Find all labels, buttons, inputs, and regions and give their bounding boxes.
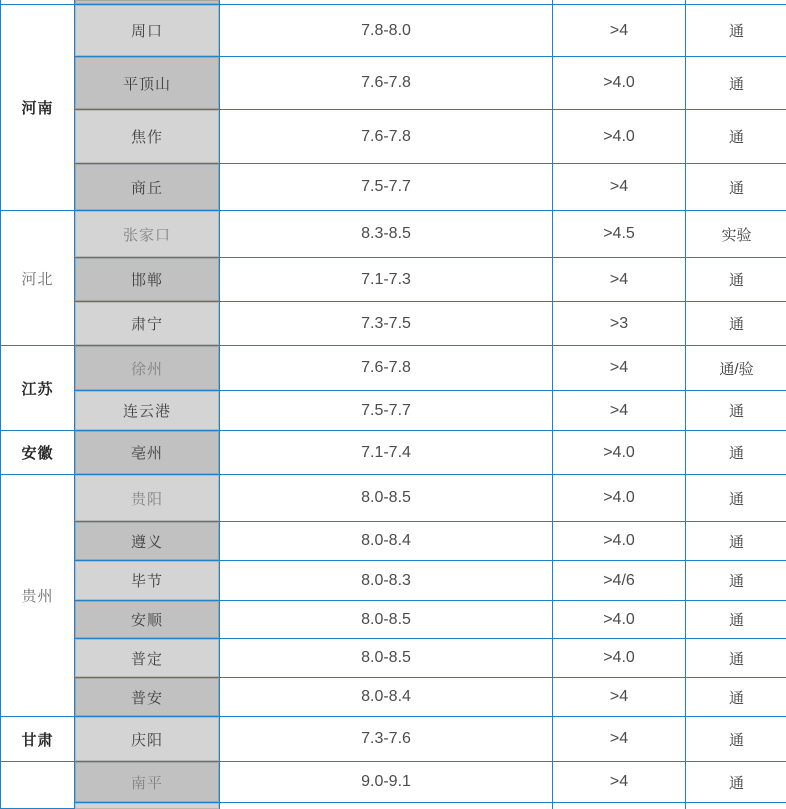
value-cell: >4.0 [553,110,686,164]
province-cell: 江苏 [1,346,75,431]
table-row [1,522,786,561]
table-row [1,5,786,57]
city-cell: 遵义 [75,522,220,561]
table-row [1,678,786,717]
table-row [1,258,786,302]
value-cell: >4/6 [553,561,686,601]
price-cell: 8.0-8.5 [220,601,553,639]
status-cell: 通 [686,475,786,522]
status-cell: 通 [686,678,786,717]
price-cell: 8.0-8.5 [220,639,553,678]
table-row [1,346,786,391]
value-cell: >4 [553,391,686,431]
price-cell [220,803,553,809]
province-cell: 甘肃 [1,717,75,762]
value-cell: >4.0 [553,522,686,561]
value-cell: >4.5 [553,211,686,258]
price-cell: 8.0-8.5 [220,475,553,522]
province-cell: 河南 [1,5,75,211]
city-cell: 张家口 [75,211,220,258]
price-cell: 7.6-7.8 [220,346,553,391]
city-cell: 商丘 [75,164,220,211]
city-cell: 徐州 [75,346,220,391]
status-cell: 通 [686,57,786,110]
price-cell: 8.3-8.5 [220,211,553,258]
city-cell: 邯郸 [75,258,220,302]
status-cell: 通 [686,5,786,57]
value-cell: >4 [553,717,686,762]
status-cell: 通 [686,391,786,431]
value-cell [553,803,686,809]
value-cell: >4 [553,164,686,211]
table-row [1,561,786,601]
price-cell: 7.6-7.8 [220,110,553,164]
status-cell: 通 [686,258,786,302]
price-cell: 7.3-7.6 [220,717,553,762]
province-cell: 河北 [1,211,75,346]
province-cell [1,762,75,809]
status-cell [686,803,786,809]
city-cell: 南平 [75,762,220,803]
status-cell: 通 [686,561,786,601]
table-row [1,302,786,346]
value-cell: >4 [553,5,686,57]
city-cell [75,803,220,809]
table-row-partial-bottom [1,803,786,809]
table-row [1,110,786,164]
city-cell: 亳州 [75,431,220,475]
status-cell: 通 [686,639,786,678]
price-cell: 7.5-7.7 [220,391,553,431]
value-cell: >4.0 [553,57,686,110]
status-cell: 通 [686,164,786,211]
price-cell: 7.5-7.7 [220,164,553,211]
value-cell: >4 [553,258,686,302]
value-cell: >4.0 [553,431,686,475]
table-row [1,717,786,762]
table-row [1,164,786,211]
value-cell: >4 [553,762,686,803]
city-cell: 普定 [75,639,220,678]
table-row [1,57,786,110]
price-cell: 8.0-8.4 [220,522,553,561]
table-row [1,639,786,678]
status-cell: 通 [686,717,786,762]
city-cell: 连云港 [75,391,220,431]
value-cell: >4 [553,346,686,391]
city-cell: 庆阳 [75,717,220,762]
table-row [1,475,786,522]
value-cell: >3 [553,302,686,346]
table-row [1,601,786,639]
value-cell: >4.0 [553,475,686,522]
province-cell: 安徽 [1,431,75,475]
status-cell: 通/验 [686,346,786,391]
price-cell: 8.0-8.3 [220,561,553,601]
price-cell: 7.1-7.4 [220,431,553,475]
value-cell: >4.0 [553,601,686,639]
table-row [1,762,786,803]
status-cell: 通 [686,522,786,561]
price-cell: 7.8-8.0 [220,5,553,57]
status-cell: 通 [686,431,786,475]
city-cell: 贵阳 [75,475,220,522]
city-cell: 肃宁 [75,302,220,346]
city-cell: 安顺 [75,601,220,639]
city-cell: 毕节 [75,561,220,601]
city-cell: 平顶山 [75,57,220,110]
price-cell: 7.3-7.5 [220,302,553,346]
status-cell: 通 [686,762,786,803]
province-cell: 贵州 [1,475,75,717]
value-cell: >4.0 [553,639,686,678]
city-cell: 周口 [75,5,220,57]
city-cell: 普安 [75,678,220,717]
status-cell: 通 [686,110,786,164]
price-cell: 8.0-8.4 [220,678,553,717]
price-cell: 9.0-9.1 [220,762,553,803]
table-row [1,391,786,431]
table-row [1,431,786,475]
status-cell: 实验 [686,211,786,258]
status-cell: 通 [686,601,786,639]
value-cell: >4 [553,678,686,717]
table-row [1,211,786,258]
status-cell: 通 [686,302,786,346]
city-cell: 焦作 [75,110,220,164]
price-cell: 7.1-7.3 [220,258,553,302]
price-cell: 7.6-7.8 [220,57,553,110]
